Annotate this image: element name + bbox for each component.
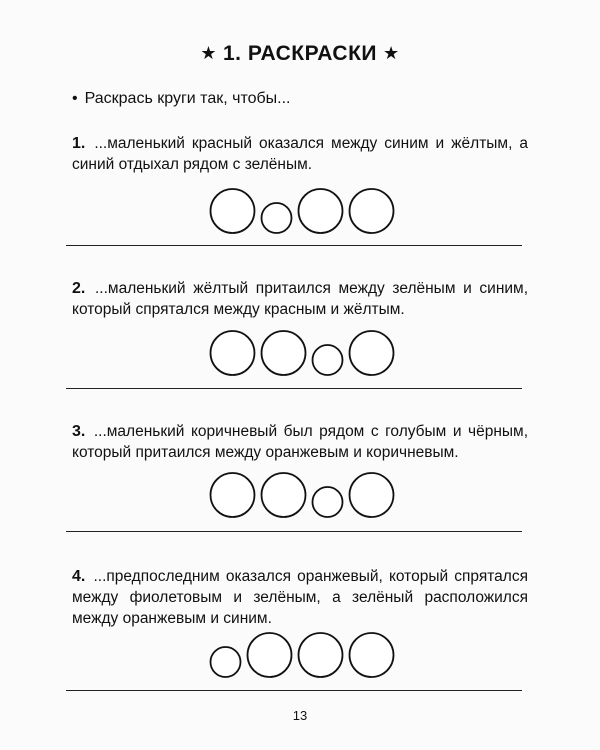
circle-large-2[interactable] [262,473,306,517]
page-number: 13 [292,708,308,723]
task-1-number: 1. [72,135,86,152]
task-2-circle-row [0,328,600,378]
bullet-icon: • [72,90,78,107]
task-4-number: 4. [72,568,86,585]
task-1-text: ...маленький красный оказался между синим и жёлтым, а синий отдыхал рядом с зелёным. [72,135,528,173]
instruction [72,90,290,108]
task-3-text: ...маленький коричневый был рядом с голубым и чёрным, который притаился между оранжевым и коричневым. [72,423,528,461]
circle-large-3[interactable] [299,189,343,233]
page-title-text: 1. РАСКРАСКИ [222,42,377,65]
task-2-text-block [72,278,528,320]
circle-large-2[interactable] [262,331,306,375]
task-1 [72,133,528,175]
task-4-divider [66,690,522,691]
circle-large-1[interactable] [211,473,255,517]
circle-large-4[interactable] [350,331,394,375]
task-2-number: 2. [72,280,86,297]
instruction-text: Раскрась круги так, чтобы... [84,90,291,107]
star-icon-right: ★ [383,43,400,63]
circle-large-1[interactable] [211,331,255,375]
star-icon-left: ★ [200,43,217,63]
circle-large-1[interactable] [211,189,255,233]
page-title [0,42,600,66]
circle-large-4[interactable] [350,633,394,677]
task-3-text-block [72,421,528,463]
task-4-circles [0,630,600,680]
task-3-circle-row [0,470,600,520]
task-4-text-block [72,566,528,629]
task-3-number: 3. [72,423,86,440]
task-4-circle-row [0,630,600,680]
task-2-divider [66,388,522,389]
task-3-divider [66,531,522,532]
task-4 [72,566,528,629]
task-2-text: ...маленький жёлтый притаился между зелёным и синим, который спрятался между красным и жёлтым. [72,280,529,318]
task-1-text-block [72,133,528,175]
task-1-circles [0,186,600,236]
task-1-circle-row [0,186,600,236]
circle-small-3[interactable] [313,487,343,517]
task-2 [72,278,528,320]
circle-small-3[interactable] [313,345,343,375]
task-3-circles [0,470,600,520]
task-2-circles [0,328,600,378]
task-3 [72,421,528,463]
circle-small-2[interactable] [262,203,292,233]
circle-large-2[interactable] [248,633,292,677]
task-1-divider [66,245,522,246]
circle-large-4[interactable] [350,473,394,517]
circle-large-4[interactable] [350,189,394,233]
circle-large-3[interactable] [299,633,343,677]
circle-small-1[interactable] [211,647,241,677]
task-4-text: ...предпоследним оказался оранжевый, который спрятался между фиолетовым и зелёным, а зелёный расположился между оранжевым и синим. [72,568,528,627]
